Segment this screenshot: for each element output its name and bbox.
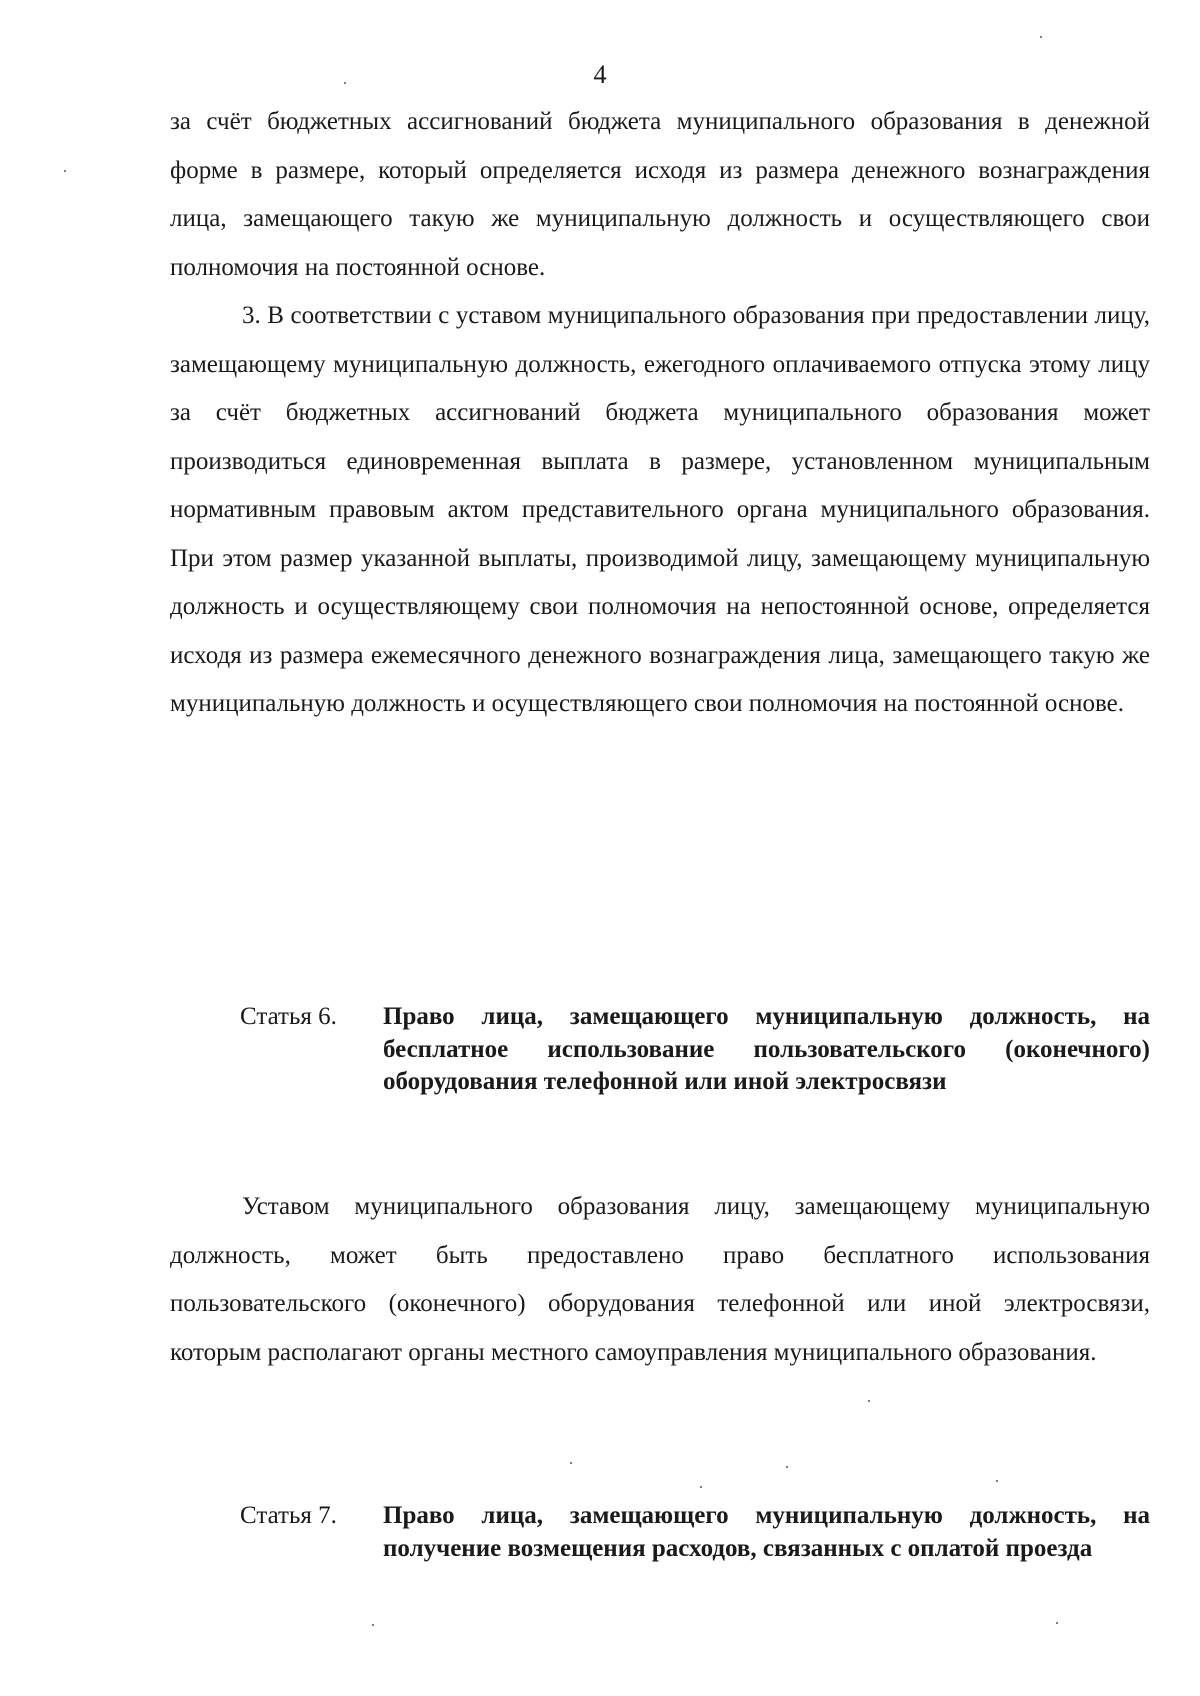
article-6-heading bbox=[240, 1001, 1150, 1099]
article-7-heading bbox=[240, 1500, 1150, 1565]
text-block-upper bbox=[170, 98, 1150, 729]
scan-speck bbox=[786, 1466, 788, 1468]
article-7-number: Статья 7. bbox=[240, 1502, 337, 1529]
paragraph-article-6-body: Уставом муниципального образования лицу, замещающему муниципальную должность, может быть предоставлено право бесплатного использования пользовательского (оконечного) оборудования телефонной или иной электросвязи, которым располагают органы местного самоуправления муниципального образования. bbox=[170, 1193, 1150, 1366]
scan-speck bbox=[700, 1486, 702, 1488]
scan-speck bbox=[372, 1624, 374, 1626]
scan-speck bbox=[1056, 1622, 1058, 1624]
scan-speck bbox=[344, 82, 346, 84]
text-block-article-6 bbox=[170, 1183, 1150, 1377]
paragraph-item-3: 3. В соответствии с уставом муниципального образования при предоставлении лицу, замещающему муниципальную должность, ежегодного оплачиваемого отпуска этому лицу за счёт бюджетных ассигнований бюджета муниципального образования может производиться единовременная выплата в размере, установленном муниципальным нормативным правовым актом представительного органа муниципального образования. При этом размер указанной выплаты, производимой лицу, замещающему муниципальную должность и осуществляющему свои полномочия на непостоянной основе, определяется исходя из размера ежемесячного денежного вознаграждения лица, замещающего такую же муниципальную должность и осуществляющего свои полномочия на постоянной основе. bbox=[170, 302, 1150, 717]
page-number: 4 bbox=[593, 60, 607, 89]
scan-speck bbox=[570, 1462, 572, 1464]
scan-speck bbox=[868, 1400, 870, 1402]
paragraph-continuation: за счёт бюджетных ассигнований бюджета муниципального образования в денежной форме в размере, который определяется исходя из размера денежного вознаграждения лица, замещающего такую же муниципальную должность и осуществляющего свои полномочия на постоянной основе. bbox=[170, 108, 1150, 281]
article-6-number: Статья 6. bbox=[240, 1003, 337, 1030]
scan-speck bbox=[1040, 36, 1042, 38]
scan-speck bbox=[996, 1480, 998, 1482]
scan-speck bbox=[64, 170, 66, 172]
article-6-title: Право лица, замещающего муниципальную должность, на бесплатное использование пользовательского (оконечного) оборудования телефонной или иной электросвязи bbox=[383, 1003, 1150, 1095]
article-7-title: Право лица, замещающего муниципальную должность, на получение возмещения расходов, связанных с оплатой проезда bbox=[383, 1502, 1150, 1562]
